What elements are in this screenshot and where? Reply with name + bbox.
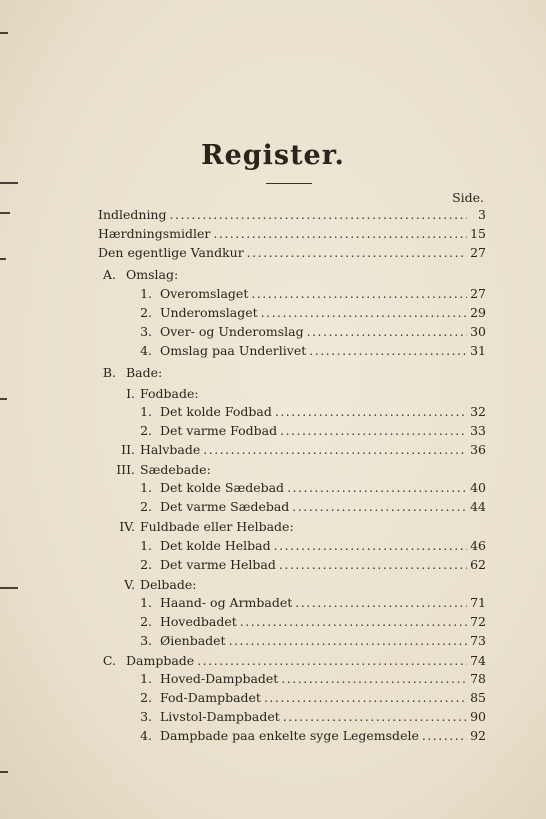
toc-entry-number: 1.: [140, 286, 152, 301]
leader-dots: [295, 593, 467, 612]
toc-entry: [0, 402, 546, 421]
toc-entry-label: Det varme Helbad: [160, 557, 276, 572]
toc-entry: [0, 384, 546, 403]
toc-entry-page-number: 44: [470, 499, 486, 514]
leader-dots: [251, 284, 467, 303]
toc-entry-page-number: 72: [470, 614, 486, 629]
toc-entry-line: [98, 243, 486, 262]
toc-entry-label: Øienbadet: [160, 633, 226, 648]
leader-dots: [197, 651, 467, 670]
leader-dots: [275, 402, 467, 421]
leader-dots: [283, 707, 467, 726]
toc-entry-line: [160, 707, 486, 726]
toc-entry: [0, 669, 546, 688]
toc-entry-label: Det varme Sædebad: [160, 499, 290, 514]
leader-dots: [213, 224, 467, 243]
toc-entry: [0, 497, 546, 516]
toc-entry-line: [160, 341, 486, 360]
toc-entry-label: Hoved-Dampbadet: [160, 671, 279, 686]
toc-entry-page-number: 33: [470, 423, 486, 438]
toc-entry-page-number: 92: [470, 728, 486, 743]
leader-dots: [261, 303, 467, 322]
toc-entry-number: 2.: [140, 614, 152, 629]
leader-dots: [247, 243, 467, 262]
toc-entry-label: Over- og Underomslag: [160, 324, 304, 339]
leader-dots: [279, 555, 467, 574]
toc-entry-line: [160, 688, 486, 707]
toc-entry-number: 3.: [140, 633, 152, 648]
toc-entry-label: Fodbade:: [140, 386, 199, 401]
toc-entry-number: 2.: [140, 305, 152, 320]
toc-entry: [0, 575, 546, 594]
toc-entry-page-number: 15: [470, 226, 486, 241]
toc-entry-page-number: 36: [470, 442, 486, 457]
toc-entry-number: 1.: [140, 595, 152, 610]
toc-entry-label: Hærdningsmidler: [98, 226, 211, 241]
toc-entry-number: 1.: [140, 480, 152, 495]
toc-entry-page-number: 27: [470, 245, 486, 260]
toc-entry-number: 1.: [140, 538, 152, 553]
toc-entry-page-number: 71: [470, 595, 486, 610]
toc-entry-page-number: 78: [470, 671, 486, 686]
toc-entry-label: Omslag:: [126, 267, 179, 282]
toc-entry-line: [98, 205, 486, 224]
toc-entry-number: A.: [102, 267, 116, 282]
toc-entry-number: B.: [102, 365, 116, 380]
toc-entry-line: [160, 421, 486, 440]
toc-entry-label: Det varme Fodbad: [160, 423, 278, 438]
toc-entry-number: III.: [116, 462, 135, 477]
toc-entry: [0, 612, 546, 631]
toc-entry-number: 2.: [140, 499, 152, 514]
toc-entry-number: C.: [102, 653, 116, 668]
toc-entry: [0, 284, 546, 303]
toc-entry-label: Det kolde Helbad: [160, 538, 271, 553]
toc-entry-line: [126, 651, 486, 670]
toc-entry-label: Det kolde Sædebad: [160, 480, 285, 495]
toc-entry-number: 1.: [140, 404, 152, 419]
toc-entry: [0, 536, 546, 555]
toc-entry: [0, 707, 546, 726]
toc-entry-label: Bade:: [126, 365, 163, 380]
toc-entry: [0, 341, 546, 360]
toc-entry-number: 3.: [140, 324, 152, 339]
leader-dots: [292, 497, 467, 516]
toc-entry-number: 3.: [140, 709, 152, 724]
toc-entry: [0, 517, 546, 536]
toc-entry-line: [160, 284, 486, 303]
toc-entry-line: [160, 612, 486, 631]
leader-dots: [264, 688, 467, 707]
toc-entry-line: [160, 303, 486, 322]
page-edge-mark: [0, 32, 8, 34]
toc-entry-label: Dampbade paa enkelte syge Legemsdele: [160, 728, 419, 743]
toc-entry-line: [140, 575, 196, 594]
toc-entry: [0, 593, 546, 612]
toc-entry-number: 1.: [140, 671, 152, 686]
toc-entry: [0, 322, 546, 341]
toc-entry-page-number: 40: [470, 480, 486, 495]
toc-entry-line: [126, 265, 178, 284]
page-title: Register.: [201, 140, 345, 171]
toc-entry-page-number: 32: [470, 404, 486, 419]
toc-entry: [0, 631, 546, 650]
toc-entry-page-number: 85: [470, 690, 486, 705]
toc-entry-page-number: 30: [470, 324, 486, 339]
toc-entry: [0, 555, 546, 574]
toc-entry-line: [160, 478, 486, 497]
toc-entry-label: Indledning: [98, 207, 167, 222]
toc-entry: [0, 440, 546, 459]
toc-entry-label: Den egentlige Vandkur: [98, 245, 244, 260]
page-edge-mark: [0, 182, 18, 184]
toc-entry: [0, 224, 546, 243]
toc-entry-page-number: 46: [470, 538, 486, 553]
toc-entry-label: Sædebade:: [140, 462, 211, 477]
leader-dots: [309, 341, 467, 360]
leader-dots: [170, 205, 468, 224]
toc-entry-number: 2.: [140, 690, 152, 705]
toc-entry-page-number: 74: [470, 653, 486, 668]
toc-entry-line: [160, 555, 486, 574]
toc-entry-number: 2.: [140, 557, 152, 572]
page-edge-mark: [0, 771, 8, 773]
toc-entry-line: [140, 440, 486, 459]
leader-dots: [203, 440, 467, 459]
leader-dots: [274, 536, 467, 555]
toc-entry-page-number: 27: [470, 286, 486, 301]
toc-entry-label: Fuldbade eller Helbade:: [140, 519, 294, 534]
leader-dots: [287, 478, 467, 497]
toc-entry-label: Underomslaget: [160, 305, 258, 320]
toc-entry-line: [98, 224, 486, 243]
toc-entry-label: Livstol-Dampbadet: [160, 709, 280, 724]
toc-entry-page-number: 3: [478, 207, 486, 222]
toc-entry: [0, 478, 546, 497]
leader-dots: [229, 631, 467, 650]
toc-entry-page-number: 29: [470, 305, 486, 320]
toc-entry-line: [140, 517, 294, 536]
toc-entry-line: [160, 593, 486, 612]
toc-entry: [0, 688, 546, 707]
toc-entry-page-number: 90: [470, 709, 486, 724]
toc-entry-number: 4.: [140, 728, 152, 743]
toc-entry: [0, 460, 546, 479]
toc-entry-label: Hovedbadet: [160, 614, 237, 629]
toc-entry-label: Overomslaget: [160, 286, 249, 301]
toc-entry-label: Delbade:: [140, 577, 197, 592]
toc-entry-number: V.: [124, 577, 135, 592]
toc-entry-line: [160, 497, 486, 516]
toc-entry-number: II.: [121, 442, 135, 457]
toc-entry-line: [140, 384, 199, 403]
toc-entry-page-number: 73: [470, 633, 486, 648]
toc-entry: [0, 303, 546, 322]
toc-entry-line: [160, 402, 486, 421]
toc-entry-line: [160, 322, 486, 341]
toc-entry-number: 4.: [140, 343, 152, 358]
toc-entry-label: Dampbade: [126, 653, 195, 668]
toc-entry-label: Fod-Dampbadet: [160, 690, 261, 705]
toc-entry: [0, 265, 546, 284]
toc-entry-label: Det kolde Fodbad: [160, 404, 272, 419]
leader-dots: [307, 322, 467, 341]
toc-entry-page-number: 62: [470, 557, 486, 572]
toc-entry-line: [140, 460, 211, 479]
toc-entry-label: Haand- og Armbadet: [160, 595, 293, 610]
toc-entry-line: [160, 631, 486, 650]
toc-entry: [0, 421, 546, 440]
toc-entry-line: [126, 363, 162, 382]
toc-entry-number: I.: [126, 386, 135, 401]
toc-entry: [0, 205, 546, 224]
toc-entry: [0, 726, 546, 745]
leader-dots: [240, 612, 467, 631]
leader-dots: [280, 421, 467, 440]
title-rule: [266, 183, 312, 184]
toc-entry-number: 2.: [140, 423, 152, 438]
toc-entry-label: Omslag paa Underlivet: [160, 343, 307, 358]
toc-entry-page-number: 31: [470, 343, 486, 358]
toc-entry-number: IV.: [119, 519, 135, 534]
toc-entry-line: [160, 536, 486, 555]
toc-entry: [0, 363, 546, 382]
toc-entry: [0, 243, 546, 262]
leader-dots: [422, 726, 467, 745]
toc-entry-label: Halvbade: [140, 442, 201, 457]
page-column-header: Side.: [452, 190, 484, 205]
toc-entry-line: [160, 669, 486, 688]
toc-entry: [0, 651, 546, 670]
toc-entry-line: [160, 726, 486, 745]
leader-dots: [281, 669, 467, 688]
